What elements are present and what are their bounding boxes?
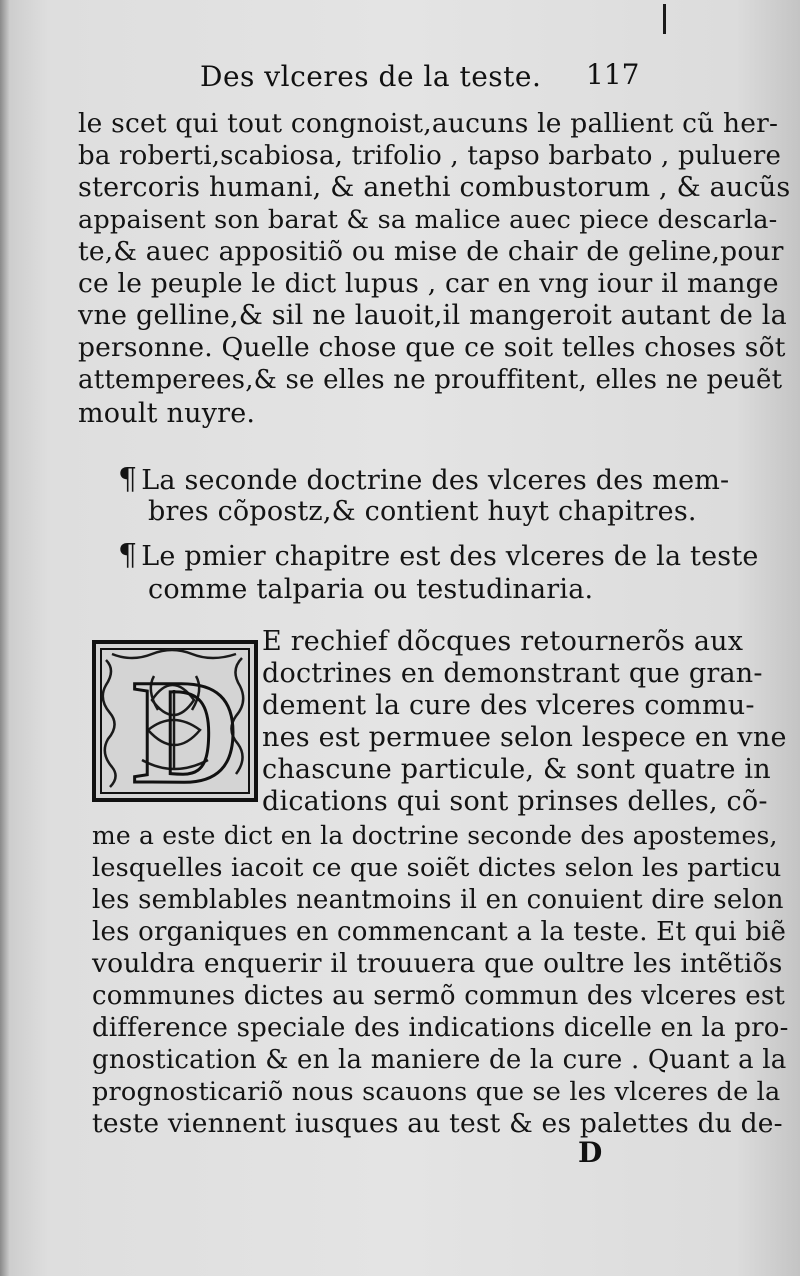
rubric-line: comme talparia ou testudinaria. <box>148 574 594 605</box>
page-number: 117 <box>586 58 640 91</box>
text-line: gnostication & en la maniere de la cure . Quant a la <box>92 1045 787 1075</box>
rubric-text: Le pmier chapitre est des vlceres de la teste <box>141 541 759 572</box>
text-line: ba roberti,scabiosa, trifolio , tapso barbato , puluere <box>78 141 782 171</box>
text-line: dications qui sont prinses delles, cõ- <box>262 786 768 817</box>
rubric-line <box>118 538 759 575</box>
text-line: lesquelles iacoit ce que soiẽt dictes selon les particu <box>92 853 782 883</box>
decorated-initial-letter <box>92 640 258 802</box>
text-line: nes est permuee selon lespece en vne <box>262 722 787 753</box>
text-line: vouldra enquerir il trouuera que oultre les intẽtiõs <box>92 948 783 979</box>
page-edge-shadow <box>0 0 10 1276</box>
text-line: personne. Quelle chose que ce soit telles choses sõt <box>78 332 786 363</box>
text-line: moult nuyre. <box>78 398 256 429</box>
text-line: communes dictes au sermõ commun des vlceres est <box>92 981 786 1011</box>
initial-glyph: D <box>132 649 241 802</box>
text-line: stercoris humani, & anethi combustorum , & aucũs <box>78 172 791 203</box>
rubric-text: La seconde doctrine des vlceres des mem- <box>141 465 730 496</box>
pilcrow-mark: ¶ <box>118 538 138 573</box>
text-line: le scet qui tout congnoist,aucuns le pallient cũ her- <box>78 108 779 139</box>
text-line: les organiques en commencant a la teste. Et qui biẽ <box>92 917 787 947</box>
text-line: doctrines en demonstrant que gran- <box>262 658 763 689</box>
text-line: vne gelline,& sil ne lauoit,il mangeroit autant de la <box>78 300 787 331</box>
running-head: Des vlceres de la teste. <box>200 60 542 93</box>
text-line: dement la cure des vlceres commu- <box>262 690 755 721</box>
text-line: E rechief dõcques retournerõs aux <box>262 626 744 657</box>
text-line: difference speciale des indications dicelle en la pro- <box>92 1013 789 1043</box>
margin-mark <box>663 4 666 34</box>
signature-mark: D <box>578 1136 603 1169</box>
text-line: appaisent son barat & sa malice auec piece descarla- <box>78 205 778 235</box>
text-line: te,& auec appositiõ ou mise de chair de geline,pour <box>78 236 784 267</box>
text-line: les semblables neantmoins il en conuient dire selon <box>92 885 784 915</box>
text-line: ce le peuple le dict lupus , car en vng iour il mange <box>78 268 779 299</box>
text-line: me a este dict en la doctrine seconde des apostemes, <box>92 821 778 850</box>
text-line: teste viennent iusques au test & es palettes du de- <box>92 1108 783 1139</box>
text-line: prognosticariõ nous scauons que se les vlceres de la <box>92 1077 781 1107</box>
text-line: chascune particule, & sont quatre in <box>262 754 771 785</box>
pilcrow-mark: ¶ <box>118 462 138 497</box>
text-line: attemperees,& se elles ne prouffitent, elles ne peuẽt <box>78 365 783 395</box>
rubric-line: bres cõpostz,& contient huyt chapitres. <box>148 496 697 527</box>
